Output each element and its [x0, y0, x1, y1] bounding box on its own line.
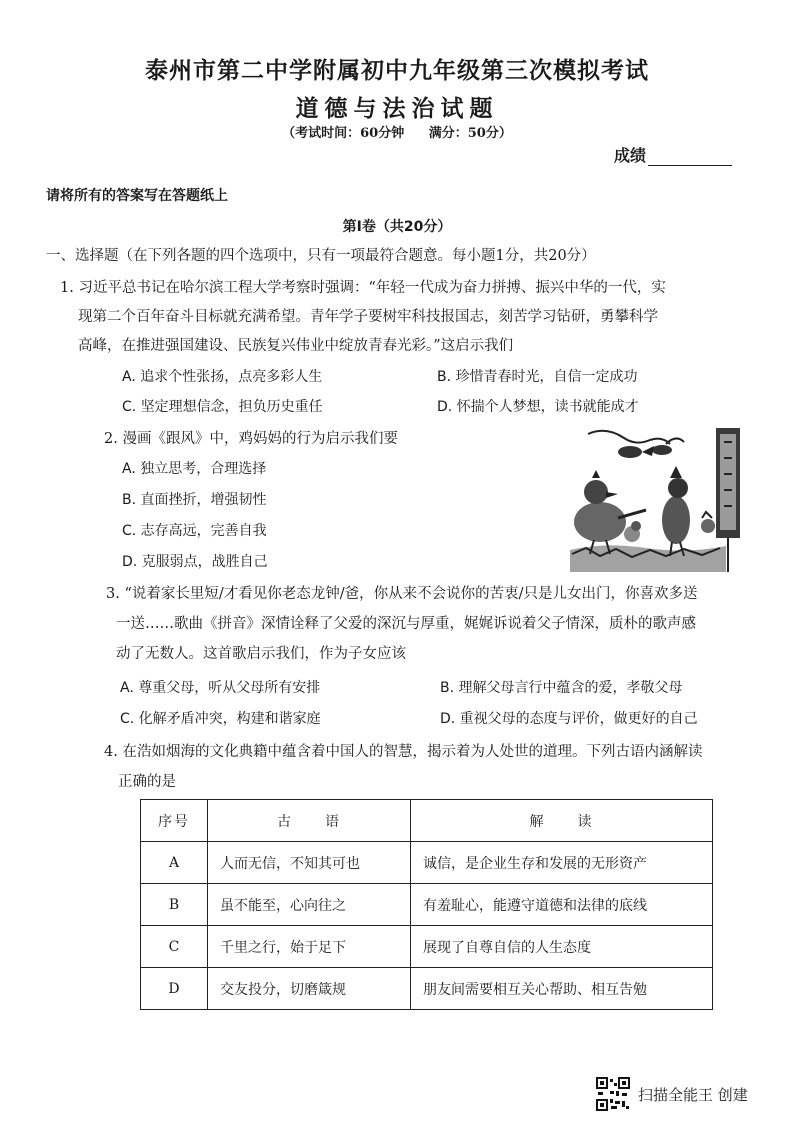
- table-header: 序号: [141, 800, 208, 842]
- section-heading: 一、选择题（在下列各题的四个选项中，只有一项最符合题意。每小题1分，共20分）: [46, 248, 596, 264]
- idiom-interpretation-table: [140, 799, 713, 1010]
- exam-info: [0, 122, 794, 141]
- q2-option-a: A. 独立思考，合理选择: [122, 461, 267, 477]
- q2-option-c: C. 志存高远，完善自我: [122, 523, 267, 539]
- table-cell: 千里之行，始于足下: [208, 926, 411, 968]
- q3-option-c: C. 化解矛盾冲突，构建和谐家庭: [120, 711, 321, 727]
- table-header: 解 读: [411, 800, 713, 842]
- table-cell: 朋友间需要相互关心帮助、相互告勉: [411, 968, 713, 1010]
- q1-line-2: 现第二个百年奋斗目标就充满希望。青年学子要树牢科技报国志，刻苦学习钻研，勇攀科学: [78, 309, 658, 325]
- q4-line-2: 正确的是: [118, 774, 176, 790]
- table-cell: 虽不能至，心向往之: [208, 884, 411, 926]
- q1-line-3: 高峰，在推进强国建设、民族复兴伟业中绽放青春光彩。”这启示我们: [78, 338, 514, 354]
- table-cell: 有羞耻心，能遵守道德和法律的底线: [411, 884, 713, 926]
- score-label: 成绩: [614, 146, 647, 165]
- q2-option-b: B. 直面挫折，增强韧性: [122, 492, 267, 508]
- q1-option-b: B. 珍惜青春时光，自信一定成功: [437, 369, 638, 385]
- table-cell: D: [141, 968, 208, 1010]
- scanner-watermark: [596, 1077, 748, 1111]
- q3-line-3: 动了无数人。这首歌启示我们，作为子女应该: [116, 646, 406, 662]
- exam-time: （考试时间：60分钟: [282, 126, 405, 141]
- table-row: [141, 884, 713, 926]
- q1-option-c: C. 坚定理想信念，担负历史重任: [122, 399, 323, 415]
- q4-line-1: 4. 在浩如烟海的文化典籍中蕴含着中国人的智慧，揭示着为人处世的道理。下列古语内涵解读: [104, 744, 703, 760]
- q1-option-a: A. 追求个性张扬，点亮多彩人生: [122, 369, 323, 385]
- cartoon-illustration: [566, 422, 744, 574]
- qr-code-icon: [596, 1077, 630, 1111]
- q1-line-1: 1. 习近平总书记在哈尔滨工程大学考察时强调：“年轻一代成为奋力拼搏、振兴中华的一代，实: [60, 280, 666, 296]
- volume-title: 第Ⅰ卷（共20分）: [342, 219, 452, 235]
- q1-option-d: D. 怀揣个人梦想，读书就能成才: [437, 399, 639, 415]
- school-title: 泰州市第二中学附属初中九年级第三次模拟考试: [145, 57, 649, 84]
- subject-title: 道德与法治试题: [295, 95, 499, 122]
- q2-option-d: D. 克服弱点，战胜自己: [122, 554, 268, 570]
- watermark-text: 扫描全能王 创建: [638, 1085, 748, 1104]
- score-field: [614, 143, 732, 166]
- table-row: [141, 968, 713, 1010]
- q3-option-d: D. 重视父母的态度与评价，做更好的自己: [440, 711, 698, 727]
- full-score: 满分：50分）: [428, 126, 512, 141]
- table-cell: 诚信，是企业生存和发展的无形资产: [411, 842, 713, 884]
- table-cell: 展现了自尊自信的人生态度: [411, 926, 713, 968]
- q3-option-b: B. 理解父母言行中蕴含的爱，孝敬父母: [440, 680, 683, 696]
- q3-line-1: 3. “说着家长里短/才看见你老态龙钟/爸，你从来不会说你的苦衷/只是儿女出门，你喜欢多送: [106, 586, 698, 602]
- table-cell: 交友投分，切磨箴规: [208, 968, 411, 1010]
- score-blank-line: [648, 151, 732, 166]
- table-row: [141, 842, 713, 884]
- q2-stem: 2. 漫画《跟风》中，鸡妈妈的行为启示我们要: [104, 431, 398, 447]
- table-cell: B: [141, 884, 208, 926]
- table-header-row: [141, 800, 713, 842]
- answer-notice: 请将所有的答案写在答题纸上: [46, 188, 228, 204]
- table-header: 古 语: [208, 800, 411, 842]
- table-cell: A: [141, 842, 208, 884]
- q3-option-a: A. 尊重父母，听从父母所有安排: [120, 680, 321, 696]
- table-cell: C: [141, 926, 208, 968]
- table-cell: 人而无信，不知其可也: [208, 842, 411, 884]
- q3-line-2: 一送……歌曲《拼音》深情诠释了父爱的深沉与厚重，娓娓诉说着父子情深，质朴的歌声感: [116, 616, 696, 632]
- table-row: [141, 926, 713, 968]
